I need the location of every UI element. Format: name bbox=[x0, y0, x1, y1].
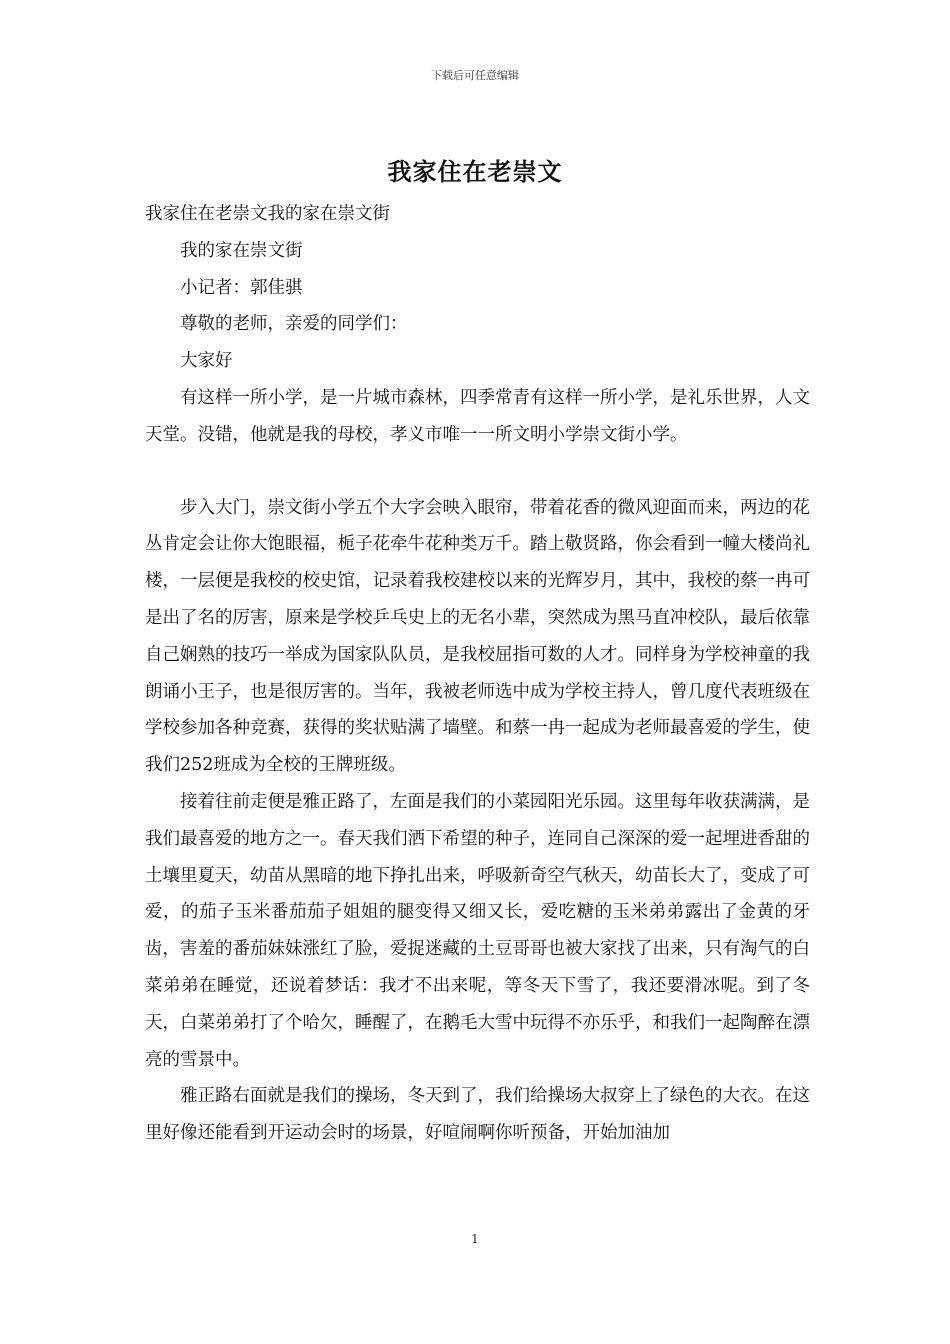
paragraph-garden: 接着往前走便是雅正路了，左面是我们的小菜园阳光乐园。这里每年收获满满，是我们最喜爱的地方之一。春天我们洒下希望的种子，连同自己深深的爱一起埋进香甜的土壤里夏天，幼苗从黑暗的地下挣扎出来，呼吸新奇空气秋天，幼苗长大了，变成了可爱，的茄子玉米番茄茄子姐姐的腿变得又细又长，爱吃糖的玉米弟弟露出了金黄的牙齿，害羞的番茄妹妹涨红了脸，爱捉迷藏的土豆哥哥也被大家找了出来，只有淘气的白菜弟弟在睡觉，还说着梦话：我才不出来呢，等冬天下雪了，我还要滑冰呢。到了冬天，白菜弟弟打了个哈欠，睡醒了，在鹅毛大雪中玩得不亦乐乎，和我们一起陶醉在漂亮的雪景中。 bbox=[145, 791, 810, 1070]
page-header-note: 下载后可任意编辑 bbox=[431, 69, 519, 82]
paragraph-intro: 有这样一所小学，是一片城市森林，四季常青有这样一所小学，是礼乐世界，人文天堂。没错，他就是我的母校，孝义市唯一一所文明小学崇文街小学。 bbox=[145, 387, 810, 445]
paragraph-greeting: 大家好 bbox=[180, 351, 233, 372]
paragraph-subtitle: 我家住在老崇文我的家在崇文街 bbox=[145, 204, 390, 224]
paragraph-entrance: 步入大门，崇文街小学五个大字会映入眼帘，带着花香的微风迎面而来，两边的花丛肯定会让你大饱眼福，栀子花牵牛花种类万千。踏上敬贤路，你会看到一幢大楼尚礼楼，一层便是我校的校史馆，记录着我校建校以来的光辉岁月，其中，我校的蔡一冉可是出了名的厉害，原来是学校乒乓史上的无名小辈，突然成为黑马直冲校队，最后依靠自己娴熟的技巧一举成为国家队队员，是我校屈指可数的人才。同样身为学校神童的我朗诵小王子，也是很厉害的。当年，我被老师选中成为学校主持人，曾几度代表班级在学校参加各种竞赛，获得的奖状贴满了墙壁。和蔡一冉一起成为老师最喜爱的学生，使我们252班成为全校的王牌班级。 bbox=[145, 497, 810, 776]
document-title: 我家住在老崇文 bbox=[387, 157, 563, 186]
paragraph-reporter: 小记者：郭佳骐 bbox=[180, 277, 303, 298]
paragraph-playground: 雅正路右面就是我们的操场，冬天到了，我们给操场大叔穿上了绿色的大衣。在这里好像还能看到开运动会时的场景，好喧闹啊你听预备，开始加油加 bbox=[145, 1086, 810, 1144]
page-number: 1 bbox=[471, 1232, 479, 1246]
paragraph-heading: 我的家在崇文街 bbox=[180, 240, 303, 261]
paragraph-salutation: 尊敬的老师，亲爱的同学们： bbox=[180, 314, 408, 335]
document-body bbox=[145, 196, 810, 1152]
